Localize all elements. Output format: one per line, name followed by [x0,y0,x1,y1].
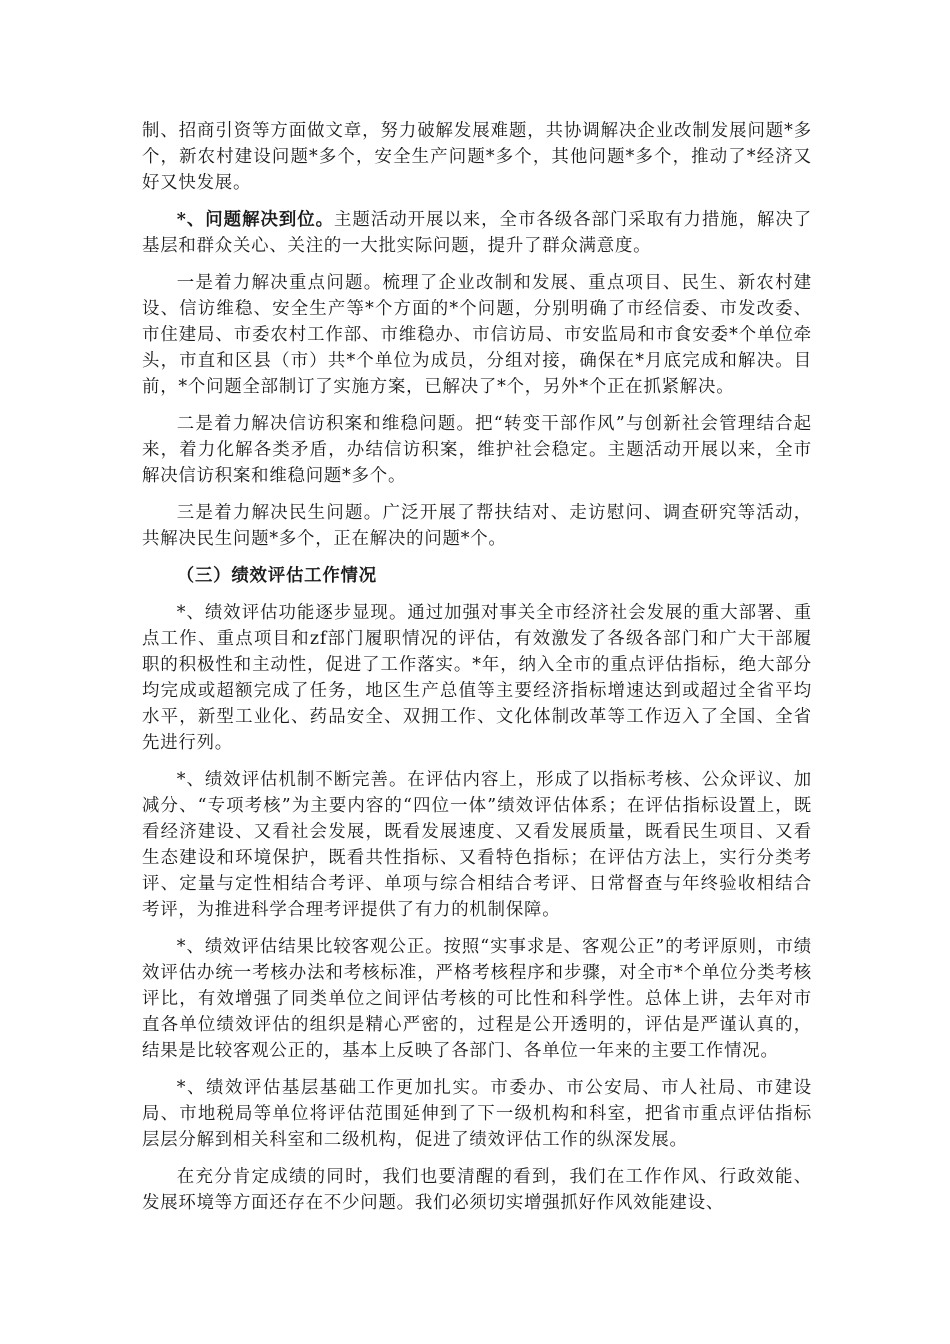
paragraph-lead: *、问题解决到位。 [176,210,335,230]
paragraph-key-issues: 一是着力解决重点问题。梳理了企业改制和发展、重点项目、民生、新农村建设、信访维稳、安全生产等*个方面的*个问题，分别明确了市经信委、市发改委、市住建局、市委农村工作部、市维稳办、市信访局、市安监局和市食安委*个单位牵头，市直和区县（市）共*个单位为成员，分组对接，确保在*月底完成和解决。目前，*个问题全部制订了实施方案，已解决了*个，另外*个正在抓紧解决。 [142,273,812,397]
paragraph-problems: 在充分肯定成绩的同时，我们也要清醒的看到，我们在工作作风、行政效能、发展环境等方面还存在不少问题。我们必须切实增强抓好作风效能建设、 [142,1167,812,1213]
paragraph-body: 主题活动开展以来，全市各级各部门采取有力措施，解决了基层和群众关心、关注的一大批实际问题，提升了群众满意度。 [142,210,812,256]
paragraph-petition-issues: 二是着力解决信访积案和维稳问题。把“转变干部作风”与创新社会管理结合起来，着力化解各类矛盾，办结信访积案，维护社会稳定。主题活动开展以来，全市解决信访积案和维稳问题*多个。 [142,414,812,486]
section-heading: （三）绩效评估工作情况 [176,566,377,586]
paragraph-evaluation-function: *、绩效评估功能逐步显现。通过加强对事关全市经济社会发展的重大部署、重点工作、重点项目和zf部门履职情况的评估，有效激发了各级各部门和广大干部履职的积极性和主动性，促进了工作落实。*年，纳入全市的重点评估指标，绝大部分均完成或超额完成了任务，地区生产总值等主要经济指标增速达到或超过全省平均水平，新型工业化、药品安全、双拥工作、文化体制改革等工作迈入了全国、全省先进行列。 [142,603,812,753]
document-page [142,118,812,1227]
paragraph-problem-solving [142,207,812,259]
paragraph-evaluation-grassroots: *、绩效评估基层基础工作更加扎实。市委办、市公安局、市人社局、市建设局、市地税局等单位将评估范围延伸到了下一级机构和科室，把省市重点评估指标层层分解到相关科室和二级机构，促进了绩效评估工作的纵深发展。 [142,1078,812,1150]
paragraph-continuation: 制、招商引资等方面做文章，努力破解发展难题，共协调解决企业改制发展问题*多个，新农村建设问题*多个，安全生产问题*多个，其他问题*多个，推动了*经济又好又快发展。 [142,121,812,193]
paragraph-livelihood-issues: 三是着力解决民生问题。广泛开展了帮扶结对、走访慰问、调查研究等活动，共解决民生问题*多个，正在解决的问题*个。 [142,503,812,549]
paragraph-evaluation-mechanism: *、绩效评估机制不断完善。在评估内容上，形成了以指标考核、公众评议、加减分、“专项考核”为主要内容的“四位一体”绩效评估体系；在评估指标设置上，既看经济建设、又看社会发展，既看发展速度、又看发展质量，既看民生项目、又看生态建设和环境保护，既看共性指标、又看特色指标；在评估方法上，实行分类考评、定量与定性相结合考评、单项与综合相结合考评、日常督查与年终验收相结合考评，为推进科学合理考评提供了有力的机制保障。 [142,770,812,920]
paragraph-evaluation-results: *、绩效评估结果比较客观公正。按照“实事求是、客观公正”的考评原则，市绩效评估办统一考核办法和考核标准，严格考核程序和步骤，对全市*个单位分类考核评比，有效增强了同类单位之间评估考核的可比性和科学性。总体上讲，去年对市直各单位绩效评估的组织是精心严密的，过程是公开透明的，评估是严谨认真的，结果是比较客观公正的，基本上反映了各部门、各单位一年来的主要工作情况。 [142,937,812,1061]
